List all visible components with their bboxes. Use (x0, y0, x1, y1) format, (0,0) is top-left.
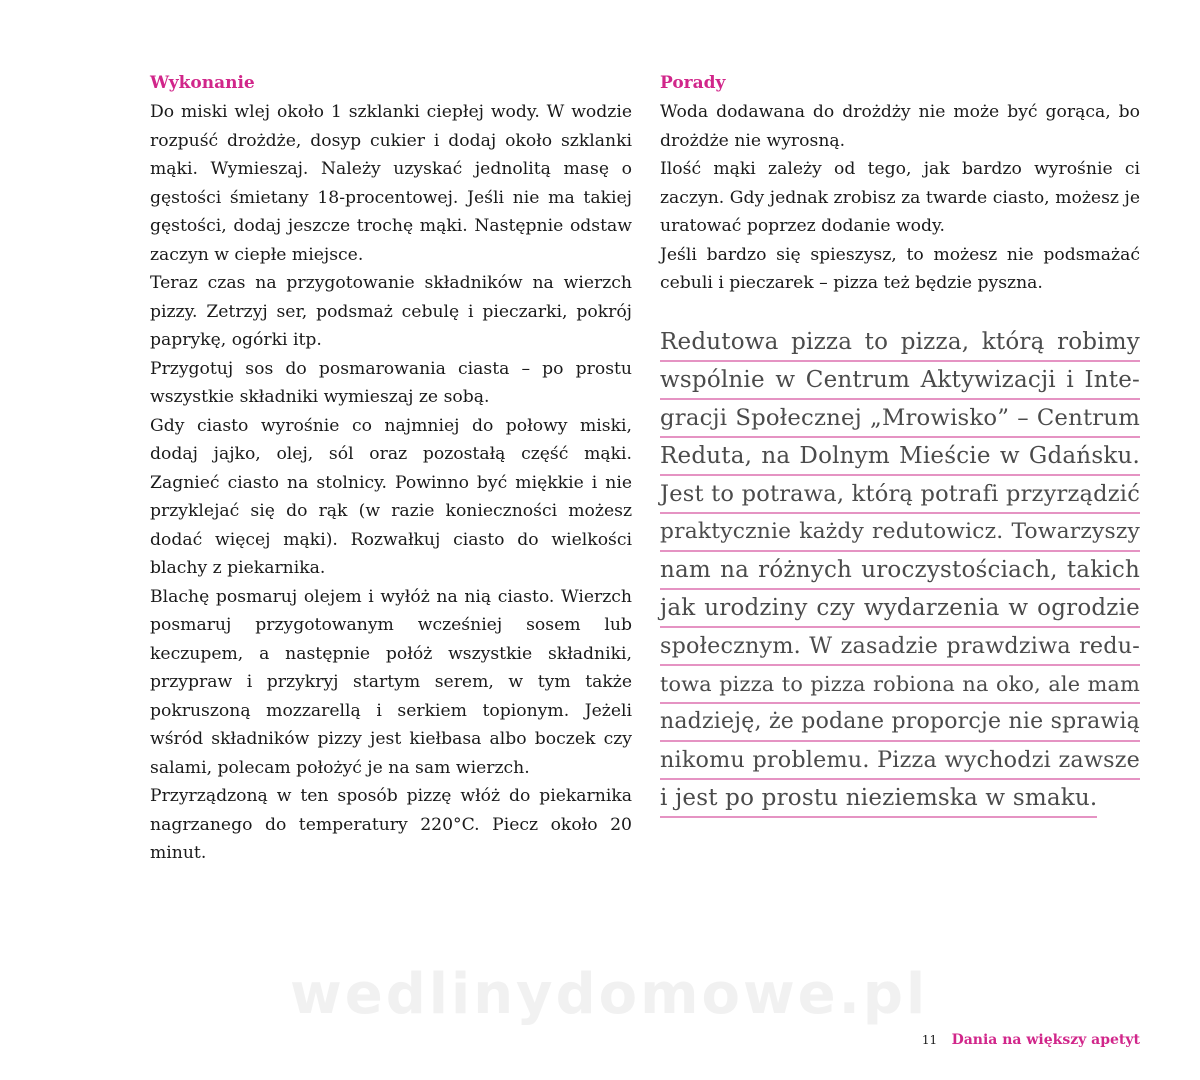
watermark: wedlinydomowe.pl (290, 962, 929, 1027)
highlight-line: gracji Społecznej „Mrowisko” – Centrum (660, 400, 1140, 438)
highlight-line: Redutowa pizza to pizza, którą robimy (660, 324, 1140, 362)
highlight-line: nikomu problemu. Pizza wychodzi zawsze (660, 742, 1140, 780)
tips-heading: Porady (660, 73, 726, 93)
instruction-paragraph: Do miski wlej około 1 szklanki ciepłej wody. W wodzie rozpuść drożdże, dosyp cukier i dodaj około szklanki mąki. Wymieszaj. Należy uzyskać jednolitą masę o gęstości śmietany 18-procentowej. Jeśli nie ma takiej gęstości, dodaj jeszcze trochę mąki. Następnie odstaw zaczyn w ciepłe miejsce. (150, 102, 632, 265)
tip-paragraph: Ilość mąki zależy od tego, jak bardzo wyrośnie ci zaczyn. Gdy jednak zrobisz za twarde ciasto, możesz je uratować poprzez dodanie wody. (660, 159, 1140, 236)
page-number: 11 (921, 1033, 938, 1047)
instructions-column (150, 70, 632, 868)
tips-column (660, 70, 1140, 818)
highlight-quote (660, 324, 1140, 818)
highlight-line: nadzieję, że podane proporcje nie sprawią (660, 704, 1140, 742)
chapter-title: Dania na większy apetyt (951, 1032, 1140, 1048)
highlight-line: społecznym. W zasadzie prawdziwa redu- (660, 628, 1140, 666)
instruction-paragraph: Teraz czas na przygotowanie składników na wierzch pizzy. Zetrzyj ser, podsmaż cebulę i pieczarki, pokrój paprykę, ogórki itp. (150, 273, 632, 350)
highlight-line: nam na różnych uroczystościach, takich (660, 552, 1140, 590)
highlight-line: Jest to potrawa, którą potrafi przyrządzić (660, 476, 1140, 514)
instruction-paragraph: Przyrządzoną w ten sposób pizzę włóż do piekarnika nagrzanego do temperatury 220°C. Piecz około 20 minut. (150, 786, 632, 863)
highlight-line: Reduta, na Dolnym Mieście w Gdańsku. (660, 438, 1140, 476)
highlight-line: praktycznie każdy redutowicz. Towarzyszy (660, 514, 1140, 552)
instruction-paragraph: Gdy ciasto wyrośnie co najmniej do połowy miski, dodaj jajko, olej, sól oraz pozostałą część mąki. Zagnieć ciasto na stolnicy. Powinno być miękkie i nie przyklejać się do rąk (w razie konieczności możesz dodać więcej mąki). Rozwałkuj ciasto do wielkości blachy z piekarnika. (150, 415, 632, 578)
instruction-paragraph: Przygotuj sos do posmarowania ciasta – po prostu wszystkie składniki wymieszaj ze sobą. (150, 358, 632, 407)
instructions-heading: Wykonanie (150, 73, 255, 93)
highlight-line: jak urodziny czy wydarzenia w ogrodzie (660, 590, 1140, 628)
tip-paragraph: Woda dodawana do drożdży nie może być gorąca, bo drożdże nie wyrosną. (660, 102, 1140, 151)
tip-paragraph: Jeśli bardzo się spieszysz, to możesz nie podsmażać cebuli i pieczarek – pizza też będzie pyszna. (660, 244, 1140, 293)
highlight-line: towa pizza to pizza robiona na oko, ale mam (660, 666, 1140, 704)
instruction-paragraph: Blachę posmaruj olejem i wyłóż na nią ciasto. Wierzch posmaruj przygotowanym wcześniej sosem lub keczupem, a następnie połóż wszystkie składniki, przypraw i przykryj startym serem, w tym także pokruszoną mozzarellą i serkiem topionym. Jeżeli wśród składników pizzy jest kiełbasa albo boczek czy salami, polecam położyć je na sam wierzch. (150, 586, 632, 778)
page-footer (922, 1032, 1140, 1048)
highlight-line: i jest po prostu nieziemska w smaku. (660, 780, 1097, 818)
highlight-line: wspólnie w Centrum Aktywizacji i Inte- (660, 362, 1140, 400)
